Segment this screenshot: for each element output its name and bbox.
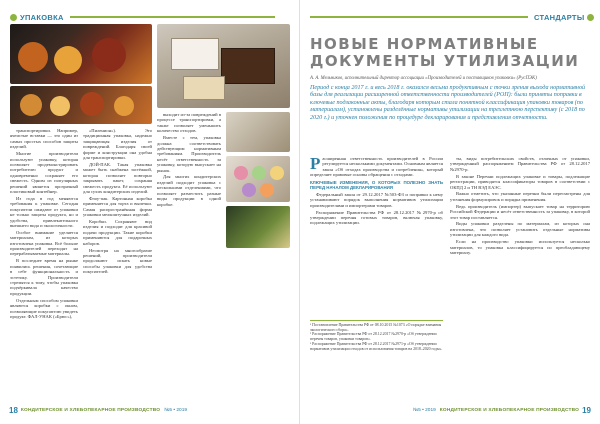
paragraph: Распоряжение Правительства РФ от 28.12.2017 №2970-р об утверждении перечня готовых товаров, включая упаковку, подлежащих утилизации. — [310, 209, 443, 226]
drop-cap: Р — [310, 154, 321, 173]
paragraph: выходит из-за повреждений в процессе транспортировки, а также позволяет уменьшить количество отходов. — [157, 112, 221, 134]
cake-box-shape — [221, 48, 275, 84]
paragraph: ты, виды потребительских свойств, отличных от упаковки, утвержденный распоряжением Правительства РФ от 28.12.2017 №2970-р. — [450, 156, 590, 172]
rubric-line — [70, 16, 275, 18]
issue-number: №5 • 2019 — [412, 408, 436, 413]
rubric-label: УПАКОВКА — [20, 12, 64, 22]
pastry-shape — [114, 96, 134, 116]
left-column-2 — [83, 128, 152, 400]
paragraph: Важно отметить, что указанные перечни были пересмотрены для уточнения формулировок и порядка применения. — [450, 191, 590, 202]
pastry-shape — [50, 96, 70, 116]
cake-box-shape — [183, 76, 225, 100]
article-lead: Период с конца 2017 г. и весь 2018 г. оказался весьма продуктивным с точки зрения выхода нормативной базы для реализации расширенной ответственности производителей (РОП): были приняты поправки в ключевые подзаконные акты, благодаря которым стала понятной классификация упаковки товаров (по материалам), установлены разделённые нормативы утилизации на трехлетнюю перспективу (с 2018 по 2020 г.) и уточнен положения по процедуре декларирования и представления отчетности. — [310, 85, 586, 121]
paragraph: В последнее время на рынке появились решения, сочетающие в себе функциональность и эстетику. Производители стремятся к тому, чтобы упаковка подчёркивала качество продукции. — [10, 258, 78, 296]
footnotes — [310, 320, 443, 351]
rubric-line — [310, 16, 528, 18]
paragraph: Особое внимание уделяется материалам, из которых изготовлена упаковка. Всё больше производителей переходят на перерабатываемые материалы. — [10, 229, 78, 257]
paragraph: Несмотря на многообразие решений, производители продолжают искать новые способы упаковки для удобства покупателей. — [83, 247, 152, 275]
paragraph: Федеральный закон от 29.12.2017 №503-ФЗ и поправки к нему устанавливают порядок выполнения нормативов утилизации производителями и импортерами товаров. — [310, 191, 443, 208]
paragraph: «Пиленион»). Это традиционная упаковка, надежно защищающая изделия от повреждений. Благодаря своей форме и конструкции она удобна для транспортировки. — [83, 128, 152, 161]
footnote: ³ Распоряжение Правительства РФ от 28.12.2017 №2971-р «Об утверждении нормативов утилизации отходов от использования товаров на 2018–2020 годы». — [310, 341, 443, 351]
section-subheading: КЛЮЧЕВЫЕ ИЗМЕНЕНИЯ, О КОТОРЫХ ПОЛЕЗНО ЗНАТЬ ПЕРЕД НАЧАЛОМ ДЕКЛАРИРОВАНИЯ — [310, 179, 443, 191]
magazine-name: КОНДИТЕРСКОЕ И ХЛЕБОПЕКАРНОЕ ПРОИЗВОДСТВО — [439, 408, 580, 413]
pastry-shape — [54, 46, 82, 74]
macaron-shape — [260, 183, 274, 197]
rubric-label: СТАНДАРТЫ — [534, 12, 585, 22]
left-folio — [6, 406, 187, 415]
right-folio — [413, 406, 594, 415]
magazine-name: КОНДИТЕРСКОЕ И ХЛЕБОПЕКАРНОЕ ПРОИЗВОДСТВО — [20, 408, 161, 413]
cake-slices-photo — [10, 24, 152, 84]
first-paragraph — [310, 156, 443, 178]
macaron-shape — [252, 166, 266, 180]
article-byline: А. А. Мельников, исполнительный директор ассоциации «Производителей и поставщиков упаковки» (РусПЭК) — [310, 76, 537, 81]
paragraph: Вместе с тем, упаковка должна соответствовать действующим нормативным требованиям. Производитель несёт ответственность за упаковку, которую выпускает на рынок. — [157, 135, 221, 173]
boxed-cakes-photo — [157, 24, 290, 108]
pastry-shape — [18, 42, 48, 72]
page-number: 18 — [9, 406, 18, 415]
paragraph: Если на производство упаковки используется несколько материалов, то упаковка классифицируется по преобладающему материалу. — [450, 239, 590, 255]
paragraph: Из года в год меняются требования к упаковке. Сегодня покупатели ожидают от упаковки не только защиты продукта, но и удобства, привлекательного внешнего вида и экологичности. — [10, 195, 78, 228]
footnote: ² Распоряжение Правительства РФ от 28.12.2017 №2970-р «Об утверждении перечня товаров, упаковки товаров». — [310, 332, 437, 342]
macaron-shape — [234, 166, 248, 180]
pastries-tray-photo — [10, 86, 152, 124]
page-number: 19 — [582, 406, 591, 415]
footnote: ¹ Постановление Правительства РФ от 08.10.2015 №1073 «О порядке взимания экологического сбора». — [310, 323, 442, 332]
right-column-1 — [310, 156, 443, 242]
cake-box-shape — [171, 38, 219, 70]
first-paragraph-text: асширенная ответственность производителей в России регулируется несколькими документами. Основным является закон «Об отходах производства и потребления», который определяет правовые основы обращения с отходами. — [310, 156, 443, 178]
left-column-3 — [157, 112, 221, 400]
left-rubric — [10, 11, 275, 23]
salad-container-photo — [226, 206, 290, 248]
pastry-shape — [80, 92, 104, 116]
macaron-shape — [242, 183, 256, 197]
issue-number: №5 • 2019 — [164, 408, 188, 413]
paragraph: ДОЙ-ПАК. Такая упаковка может быть снабжена застёжкой, которая позволяет повторно закрывать пакет, сохраняя свежесть продукта. Её используют для сухих кондитерских изделий. — [83, 161, 152, 194]
pastry-shape — [92, 38, 126, 72]
paragraph: Многие производители используют упаковку, которая позволяет продемонстрировать потребителю продукт и одновременно сохраняет его свежесть. Одним из популярных решений является прозрачный пластиковый контейнер. — [10, 151, 78, 194]
paragraph: Виды упаковки разделены по материалам, из которых она изготовлена, что позволяет установить отдельные нормативы утилизации для каждого вида. — [450, 221, 590, 238]
paragraph: Отдельным способом упаковки являются коробки с окном, позволяющие покупателю увидеть продукт. ФАЛ-УНАК («Брюс»), — [10, 297, 78, 319]
right-page — [300, 0, 600, 424]
paragraph: В законе Перечни подлежащих упаковке и товары, подлежащие регистрации, приводятся классификаторы товаров в соответствии с ОКПД 2 и ТН ВЭД ЕАЭС. — [450, 173, 590, 190]
paragraph: Для многих кондитерских изделий подходит упаковка с несколькими отделениями, что позволяет разместить разные виды продукции в одной коробке. — [157, 174, 221, 207]
macaron-shape — [270, 166, 284, 180]
container-photo — [226, 112, 290, 152]
macarons-box-photo — [226, 156, 290, 202]
paragraph: Ведь производитель (импортер) выпускает товар на территорию Российской Федерации и несёт ответственность за упаковку, в которой этот товар поставляется. — [450, 203, 590, 220]
left-column-1 — [10, 128, 78, 400]
right-column-2 — [450, 156, 590, 400]
paragraph: транспортировки. Например, ячеистые вставки — это один из самых простых способов защиты изделий. — [10, 128, 78, 150]
rubric-bullet-icon — [10, 14, 17, 21]
paragraph: Коробки. Сохраняют вид изделия и подходят для красивой подачи продукции. Такие коробки применяются для подарочных наборов. — [83, 219, 152, 246]
rubric-bullet-icon — [587, 14, 594, 21]
right-rubric — [310, 11, 594, 23]
pastry-shape — [20, 94, 42, 116]
paragraph: Флоу-пак. Картонная коробка применяется для торта и выпечки. Самая распространённая форма упаковки мелкоштучных изделий. — [83, 195, 152, 218]
article-title: НОВЫЕ НОРМАТИВНЫЕ ДОКУМЕНТЫ УТИЛИЗАЦИИ — [310, 35, 580, 70]
